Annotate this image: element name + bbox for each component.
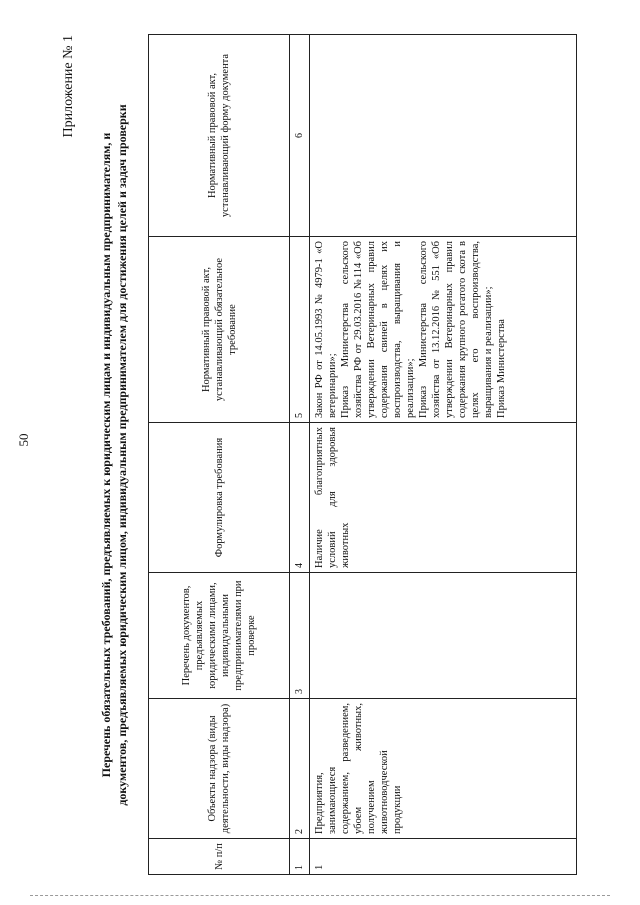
header-documents: Перечень документов, предъявляемых юридическими лицами, индивидуальными предпринимателями при проверке [149, 573, 290, 699]
row-form-act [310, 35, 577, 237]
column-number: 1 [290, 839, 310, 875]
column-number: 5 [290, 237, 310, 423]
document-title [98, 35, 130, 875]
column-number-row [290, 35, 310, 875]
column-number: 3 [290, 573, 310, 699]
table-header-row [149, 35, 290, 875]
row-requirement: Наличие благоприятных условий для здоровья животных [310, 423, 577, 573]
row-object: Предприятия, занимающиеся содержанием, разведением, убоем животных, получением животноводческой продукции [310, 699, 577, 839]
header-object: Объекты надзора (виды деятельности, виды надзора) [149, 699, 290, 839]
column-number: 2 [290, 699, 310, 839]
header-num: № п/п [149, 839, 290, 875]
header-form-act: Нормативный правовой акт, устанавливающий форму документа [149, 35, 290, 237]
act-item: Закон РФ от 14.05.1993 № 4979-1 «О ветеринарии»; [314, 241, 338, 418]
page-number: 50 [16, 433, 31, 447]
header-requirement: Формулировка требования [149, 423, 290, 573]
header-act: Нормативный правовой акт, устанавливающий обязательное требование [149, 237, 290, 423]
column-number: 6 [290, 35, 310, 237]
row-documents [310, 573, 577, 699]
act-item: Приказ Министерства сельского хозяйства от 13.12.2016 № 551 «Об утверждении Ветеринарных правил содержания крупного рогатого скота в целях его воспроизводства, выращивания и реализации»; [418, 241, 494, 418]
requirements-table [148, 34, 577, 875]
rotated-page-content [60, 35, 580, 875]
act-item: Приказ Министерства [496, 319, 507, 418]
row-acts [310, 237, 577, 423]
title-line-2: документов, предъявляемых юридическим лицом, индивидуальным предпринимателем для достижения целей и задач проверки [115, 104, 129, 806]
column-number: 4 [290, 423, 310, 573]
appendix-label: Приложение № 1 [61, 35, 76, 138]
act-item: Приказ Министерства сельского хозяйства РФ от 29.03.2016 №114 «Об утверждении Ветеринарных правил содержания свиней в целях их воспроизводства, выращивания и реализации»; [340, 241, 416, 418]
row-num: 1 [310, 839, 577, 875]
table-row [310, 35, 577, 875]
bottom-scan-edge [30, 895, 610, 897]
title-line-1: Перечень обязательных требований, предъявляемых к юридическим лицам и индивидуальным предпринимателям, и [99, 132, 113, 778]
